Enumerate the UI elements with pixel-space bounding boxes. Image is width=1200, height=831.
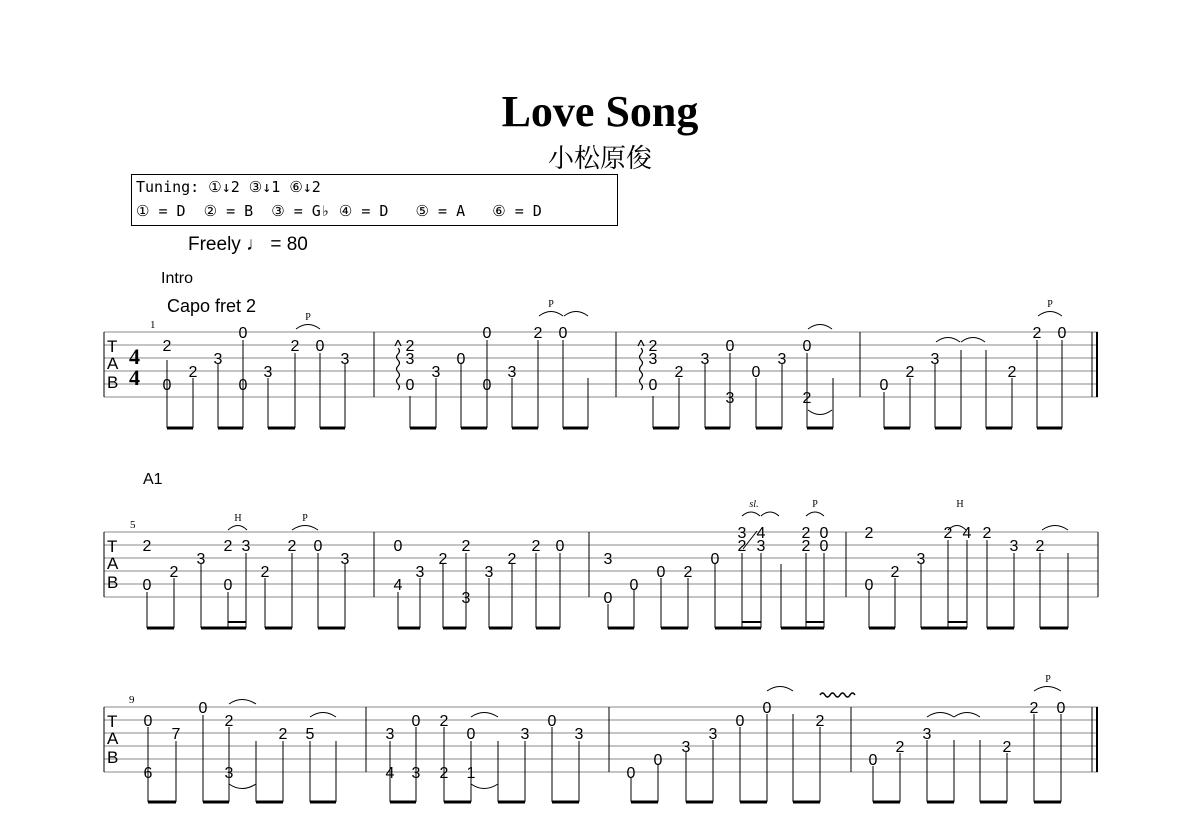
fret-number: 6: [143, 765, 153, 782]
fret-number: 3: [681, 739, 691, 756]
fret-number: 2: [801, 525, 811, 542]
fret-number: 2: [162, 338, 172, 355]
fret-number: 0: [819, 538, 829, 555]
fret-number: 3: [196, 551, 206, 568]
tab-clef-a: A: [107, 354, 119, 373]
fret-number: 3: [461, 590, 471, 607]
fret-number: 3: [263, 364, 273, 381]
fret-number: 0: [198, 700, 208, 717]
barlines-1: [104, 332, 1097, 397]
fret-number: 0: [482, 325, 492, 342]
fret-number: 2: [890, 564, 900, 581]
pull-off-label: P: [548, 299, 554, 310]
fret-number: 2: [815, 713, 825, 730]
fret-number: 3: [340, 351, 350, 368]
fret-number: 2: [648, 338, 658, 355]
fret-number: 3: [241, 538, 251, 555]
fret-number: 0: [142, 577, 152, 594]
fret-number: 0: [466, 726, 476, 743]
fret-number: 2: [438, 551, 448, 568]
ties-2: [228, 512, 1068, 549]
hammer-on-label: H: [234, 513, 242, 524]
fret-number: 0: [735, 713, 745, 730]
measure-number: 9: [129, 694, 135, 706]
pull-off-label: P: [305, 312, 311, 323]
tempo-marking: Freely ♩ = 80: [188, 234, 308, 255]
fret-number: 2: [674, 364, 684, 381]
song-title: Love Song: [501, 87, 699, 136]
pull-off-label: P: [1045, 674, 1051, 685]
fret-number: 2: [260, 564, 270, 581]
fret-number: 3: [922, 726, 932, 743]
fret-number: 0: [547, 713, 557, 730]
slide-label: sl.: [749, 499, 759, 510]
fret-number: 3: [507, 364, 517, 381]
fret-number: 0: [725, 338, 735, 355]
fret-number: 2: [531, 538, 541, 555]
tuning-line: Tuning: ①↓2 ③↓1 ⑥↓2: [136, 178, 321, 196]
fret-number: 2: [737, 538, 747, 555]
fret-number: 2: [287, 538, 297, 555]
fret-number: 0: [1056, 700, 1066, 717]
fret-number: 3: [224, 765, 234, 782]
fret-number: 0: [411, 713, 421, 730]
fret-number: 0: [315, 338, 325, 355]
tab-system-1: [104, 332, 1098, 397]
fret-number: 3: [405, 351, 415, 368]
hammer-on-label: H: [956, 499, 964, 510]
fret-number: 2: [278, 726, 288, 743]
fret-number: 3: [431, 364, 441, 381]
fret-number: 0: [143, 713, 153, 730]
fret-number: 4: [756, 525, 766, 542]
fret-number: 2: [982, 525, 992, 542]
fret-number: 7: [171, 726, 181, 743]
fret-number: 2: [1007, 364, 1017, 381]
ties-3: [229, 687, 1061, 789]
fret-number: 0: [653, 752, 663, 769]
fret-number: 0: [710, 551, 720, 568]
tab-clef-t: T: [107, 337, 118, 356]
tab-clef-b: B: [107, 573, 119, 592]
capo-text: Capo fret 2: [167, 296, 257, 316]
vibrato-mark: [820, 693, 855, 697]
tab-clef-t: T: [107, 712, 118, 731]
fret-number: 3: [385, 726, 395, 743]
fret-number: 3: [520, 726, 530, 743]
artist-name: 小松原俊: [547, 144, 652, 174]
measure-number: 5: [130, 519, 136, 531]
fret-number: 0: [864, 577, 874, 594]
fret-number: 0: [648, 377, 658, 394]
fret-number: 3: [700, 351, 710, 368]
fret-number: 3: [725, 390, 735, 407]
fret-number: 0: [879, 377, 889, 394]
fret-number: 2: [905, 364, 915, 381]
fret-number: 0: [751, 364, 761, 381]
fret-number: 2: [895, 739, 905, 756]
tab-system-3: [104, 707, 1098, 772]
time-signature-bottom: 4: [129, 365, 140, 390]
tab-clef-a: A: [107, 554, 119, 573]
fret-number: 2: [533, 325, 543, 342]
fret-number: 3: [916, 551, 926, 568]
fret-number: 3: [1009, 538, 1019, 555]
fret-number: 2: [864, 525, 874, 542]
fret-number: 1: [466, 765, 476, 782]
time-signature-top: 4: [129, 344, 140, 369]
fret-number: 2: [943, 525, 953, 542]
fret-number: 4: [385, 765, 395, 782]
fret-number: 2: [439, 713, 449, 730]
pull-off-label: P: [812, 499, 818, 510]
fret-number: 0: [162, 377, 172, 394]
tab-clef-b: B: [107, 373, 119, 392]
fret-number: 3: [603, 551, 613, 568]
fret-number: 0: [555, 538, 565, 555]
tab-clef-b: B: [107, 748, 119, 767]
fret-number: 2: [169, 564, 179, 581]
fret-number: 2: [461, 538, 471, 555]
fret-number: 3: [777, 351, 787, 368]
fret-number: 2: [683, 564, 693, 581]
fret-number: 2: [802, 390, 812, 407]
fret-number: 3: [411, 765, 421, 782]
fret-number: 3: [708, 726, 718, 743]
fret-number: 3: [648, 351, 658, 368]
fret-number: 3: [930, 351, 940, 368]
fret-number: 2: [188, 364, 198, 381]
measure-number: 1: [150, 319, 156, 331]
fret-number: 3: [213, 351, 223, 368]
fret-number: 2: [507, 551, 517, 568]
fret-number: 3: [340, 551, 350, 568]
fret-number: 2: [1032, 325, 1042, 342]
fret-number: 2: [142, 538, 152, 555]
fret-number: 2: [439, 765, 449, 782]
fret-number: 4: [393, 577, 403, 594]
barlines-3: [104, 707, 1097, 772]
section-label-a1: A1: [143, 471, 163, 488]
fret-number: 0: [802, 338, 812, 355]
fret-number: 3: [756, 538, 766, 555]
fret-number: 0: [1057, 325, 1067, 342]
fret-number: 0: [603, 590, 613, 607]
fret-number: 0: [626, 765, 636, 782]
fret-number: 3: [415, 564, 425, 581]
fret-number: 2: [1029, 700, 1039, 717]
fret-number: 0: [405, 377, 415, 394]
fret-number: 0: [868, 752, 878, 769]
string-tuning-line: ① = D ② = B ③ = G♭ ④ = D ⑤ = A ⑥ = D: [136, 202, 542, 220]
fret-number: 0: [819, 525, 829, 542]
fret-number: 2: [223, 538, 233, 555]
fret-number: 0: [393, 538, 403, 555]
tab-clef-a: A: [107, 729, 119, 748]
fret-number: 0: [629, 577, 639, 594]
fret-number: 3: [484, 564, 494, 581]
pull-off-label: P: [302, 513, 308, 524]
fret-number: 0: [482, 377, 492, 394]
fret-number: 2: [1002, 739, 1012, 756]
tab-clef-t: T: [107, 537, 118, 556]
fret-number: 0: [762, 700, 772, 717]
fret-number: 2: [224, 713, 234, 730]
fret-number: 3: [574, 726, 584, 743]
fret-number: 0: [238, 325, 248, 342]
fret-number: 0: [656, 564, 666, 581]
fret-number: 0: [558, 325, 568, 342]
fret-number: 3: [737, 525, 747, 542]
fret-number: 2: [290, 338, 300, 355]
fret-number: 0: [238, 377, 248, 394]
fret-number: 2: [1035, 538, 1045, 555]
fret-number: 5: [305, 726, 315, 743]
pull-off-label: P: [1047, 299, 1053, 310]
section-label-intro: Intro: [161, 270, 194, 287]
fret-number: 2: [405, 338, 415, 355]
fret-number: 0: [223, 577, 233, 594]
fret-number: 2: [801, 538, 811, 555]
fret-number: 4: [962, 525, 972, 542]
fret-number: 0: [456, 351, 466, 368]
fret-number: 0: [313, 538, 323, 555]
